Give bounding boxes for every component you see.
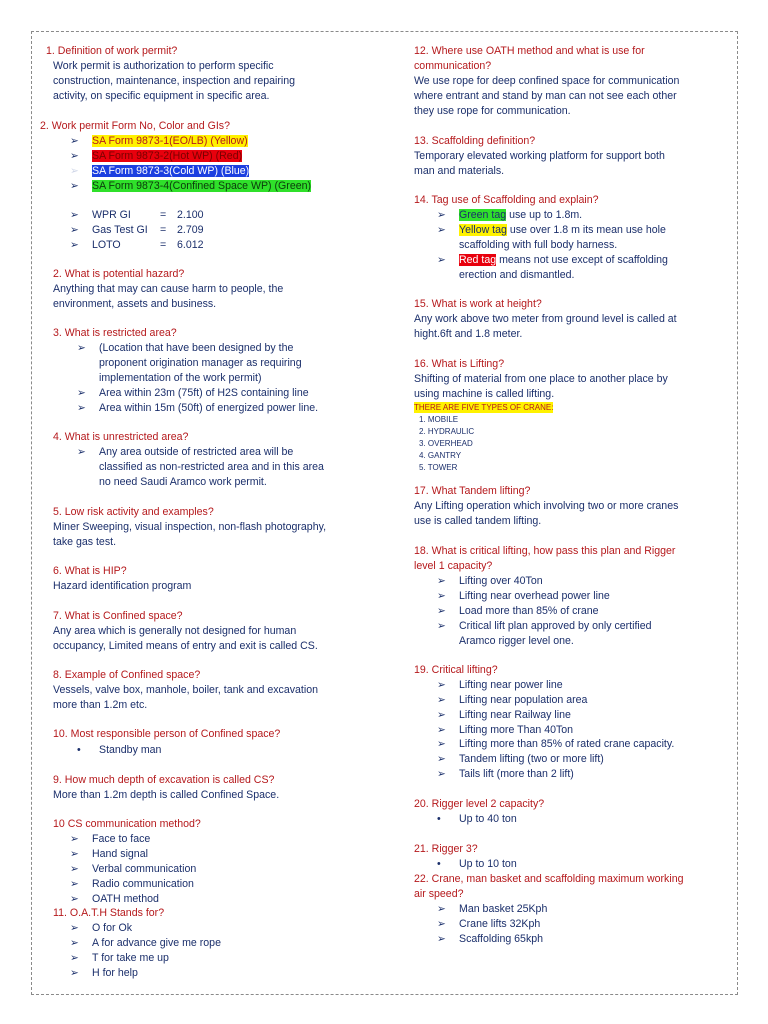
crane-type: 1. MOBILE <box>419 415 459 424</box>
form-yellow: SA Form 9873-1(EO/LB) (Yellow) <box>92 135 248 147</box>
arrow-icon: ➢ <box>437 254 446 266</box>
q20-title: 20. Rigger level 2 capacity? <box>414 798 545 810</box>
tag-desc: use up to 1.8m. <box>509 209 583 221</box>
q12-title-cont: communication? <box>414 60 492 72</box>
q2b-title: 2. What is potential hazard? <box>53 268 185 280</box>
q7-line: occupancy, Limited means of entry and exit is called CS. <box>53 640 318 652</box>
gi-equals: = <box>160 224 167 236</box>
arrow-icon: ➢ <box>437 709 446 721</box>
q4-bullet-cont: classified as non-restricted area and in this area <box>99 461 324 473</box>
q5-title: 5. Low risk activity and examples? <box>53 506 214 518</box>
q13-title: 13. Scaffolding definition? <box>414 135 536 147</box>
q12-line: they use rope for communication. <box>414 105 571 117</box>
q12-line: where entrant and stand by man can not see each other <box>414 90 677 102</box>
q19-bullet: Lifting near power line <box>459 679 563 691</box>
q8-line: more than 1.2m etc. <box>53 699 148 711</box>
q16-line: Shifting of material from one place to another place by <box>414 373 668 385</box>
q6-line: Hazard identification program <box>53 580 192 592</box>
arrow-icon: ➢ <box>70 209 79 221</box>
q10b-bullet: Radio communication <box>92 878 194 890</box>
q19-bullet: Tandem lifting (two or more lift) <box>459 753 604 765</box>
arrow-icon: ➢ <box>77 387 86 399</box>
q19-bullet: Lifting near Railway line <box>459 709 571 721</box>
q15-line: hight.6ft and 1.8 meter. <box>414 328 523 340</box>
arrow-icon: ➢ <box>70 150 79 162</box>
arrow-icon: ➢ <box>70 224 79 236</box>
q19-bullet: Lifting more Than 40Ton <box>459 724 574 736</box>
form-green: SA Form 9873-4(Confined Space WP) (Green) <box>92 180 312 192</box>
gi-equals: = <box>160 209 167 221</box>
q8-title: 8. Example of Confined space? <box>53 669 201 681</box>
tag-desc: use over 1.8 m its mean use hole <box>509 224 666 236</box>
q21-bullet: Up to 10 ton <box>459 858 517 870</box>
arrow-icon: ➢ <box>437 933 446 945</box>
arrow-icon: ➢ <box>70 165 79 177</box>
q1-line: Work permit is authorization to perform specific <box>53 60 274 72</box>
gi-name: Gas Test GI <box>92 224 148 236</box>
q19-title: 19. Critical lifting? <box>414 664 498 676</box>
q13-line: man and materials. <box>414 165 505 177</box>
bullet-dot-icon: • <box>437 813 441 825</box>
q3-bullet: Area within 15m (50ft) of energized power line. <box>99 402 319 414</box>
q18-title-cont: level 1 capacity? <box>414 560 493 572</box>
q11-bullet: T for take me up <box>92 952 169 964</box>
form-blue: SA Form 9873-3(Cold WP) (Blue) <box>92 165 250 177</box>
q21-title: 21. Rigger 3? <box>414 843 478 855</box>
arrow-icon: ➢ <box>77 402 86 414</box>
arrow-icon: ➢ <box>437 724 446 736</box>
q18-bullet-cont: Aramco rigger level one. <box>459 635 574 647</box>
q6-title: 6. What is HIP? <box>53 565 127 577</box>
q9-line: More than 1.2m depth is called Confined Space. <box>53 789 280 801</box>
green-tag: Green tag <box>459 209 507 221</box>
arrow-icon: ➢ <box>437 753 446 765</box>
q12-line: We use rope for deep confined space for communication <box>414 75 680 87</box>
q17-title: 17. What Tandem lifting? <box>414 485 531 497</box>
q11-bullet: A for advance give me rope <box>92 937 221 949</box>
arrow-icon: ➢ <box>77 342 86 354</box>
q18-bullet: Critical lift plan approved by only certified <box>459 620 652 632</box>
yellow-tag: Yellow tag <box>459 224 507 236</box>
q3-bullet-cont: proponent origination manager as requiring <box>99 357 302 369</box>
gi-value: 2.709 <box>177 224 204 236</box>
form-red: SA Form 9873-2(Hot WP) (Red) <box>92 150 243 162</box>
q22-title-cont: air speed? <box>414 888 464 900</box>
q4-bullet-cont: no need Saudi Aramco work permit. <box>99 476 267 488</box>
gi-value: 2.100 <box>177 209 204 221</box>
arrow-icon: ➢ <box>70 922 79 934</box>
q11-bullet: O for Ok <box>92 922 133 934</box>
crane-type: 5. TOWER <box>419 463 458 472</box>
q22-bullet: Man basket 25Kph <box>459 903 548 915</box>
arrow-icon: ➢ <box>70 967 79 979</box>
q3-title: 3. What is restricted area? <box>53 327 177 339</box>
q12-title: 12. Where use OATH method and what is use for <box>414 45 645 57</box>
q10b-bullet: OATH method <box>92 893 159 905</box>
q7-line: Any area which is generally not designed for human <box>53 625 297 637</box>
q19-bullet: Tails lift (more than 2 lift) <box>459 768 574 780</box>
arrow-icon: ➢ <box>437 918 446 930</box>
arrow-icon: ➢ <box>437 738 446 750</box>
tag-desc-cont: scaffolding with full body harness. <box>459 239 618 251</box>
q3-bullet: (Location that have been designed by the <box>99 342 294 354</box>
arrow-icon: ➢ <box>437 768 446 780</box>
arrow-icon: ➢ <box>70 863 79 875</box>
gi-value: 6.012 <box>177 239 204 251</box>
q10b-bullet: Hand signal <box>92 848 148 860</box>
q18-bullet: Load more than 85% of crane <box>459 605 599 617</box>
q2b-line: Anything that may can cause harm to people, the <box>53 283 284 295</box>
arrow-icon: ➢ <box>70 848 79 860</box>
arrow-icon: ➢ <box>70 833 79 845</box>
q17-line: Any Lifting operation which involving two or more cranes <box>414 500 679 512</box>
arrow-icon: ➢ <box>77 446 86 458</box>
q18-title: 18. What is critical lifting, how pass this plan and Rigger <box>414 545 676 557</box>
q15-line: Any work above two meter from ground level is called at <box>414 313 677 325</box>
q20-bullet: Up to 40 ton <box>459 813 517 825</box>
gi-name: WPR GI <box>92 209 131 221</box>
q1-line: construction, maintenance, inspection and repairing <box>53 75 296 87</box>
q17-line: use is called tandem lifting. <box>414 515 542 527</box>
crane-type: 2. HYDRAULIC <box>419 427 475 436</box>
arrow-icon: ➢ <box>437 224 446 236</box>
arrow-icon: ➢ <box>70 180 79 192</box>
arrow-icon: ➢ <box>437 575 446 587</box>
crane-types-header: THERE ARE FIVE TYPES OF CRANE: <box>414 403 554 412</box>
arrow-icon: ➢ <box>437 679 446 691</box>
q3-bullet-cont: implementation of the work permit) <box>99 372 262 384</box>
bullet-dot-icon: • <box>437 858 441 870</box>
gi-name: LOTO <box>92 239 121 251</box>
q16-title: 16. What is Lifting? <box>414 358 505 370</box>
q10-title: 10. Most responsible person of Confined space? <box>53 728 281 740</box>
q5-line: Miner Sweeping, visual inspection, non-flash photography, <box>53 521 327 533</box>
tag-desc-cont: erection and dismantled. <box>459 269 575 281</box>
q3-bullet: Area within 23m (75ft) of H2S containing line <box>99 387 309 399</box>
arrow-icon: ➢ <box>70 937 79 949</box>
red-tag: Red tag <box>459 254 497 266</box>
arrow-icon: ➢ <box>437 620 446 632</box>
q9-title: 9. How much depth of excavation is called CS? <box>53 774 275 786</box>
q10-bullet: Standby man <box>99 744 162 756</box>
q1-title: 1. Definition of work permit? <box>46 45 178 57</box>
q4-bullet: Any area outside of restricted area will be <box>99 446 294 458</box>
arrow-icon: ➢ <box>437 209 446 221</box>
q10b-title: 10 CS communication method? <box>53 818 201 830</box>
crane-type: 4. GANTRY <box>419 451 462 460</box>
q7-title: 7. What is Confined space? <box>53 610 183 622</box>
tag-desc: means not use except of scaffolding <box>499 254 668 266</box>
arrow-icon: ➢ <box>70 893 79 905</box>
gi-equals: = <box>160 239 167 251</box>
arrow-icon: ➢ <box>437 694 446 706</box>
q4-title: 4. What is unrestricted area? <box>53 431 189 443</box>
q2-title: 2. Work permit Form No, Color and GIs? <box>40 120 230 132</box>
arrow-icon: ➢ <box>437 590 446 602</box>
q13-line: Temporary elevated working platform for support both <box>414 150 665 162</box>
q18-bullet: Lifting over 40Ton <box>459 575 543 587</box>
q2b-line: environment, assets and business. <box>53 298 217 310</box>
q18-bullet: Lifting near overhead power line <box>459 590 610 602</box>
q5-line: take gas test. <box>53 536 117 548</box>
q10b-bullet: Verbal communication <box>92 863 197 875</box>
bullet-dot-icon: • <box>77 744 81 756</box>
q16-line: using machine is called lifting. <box>414 388 555 400</box>
q22-title: 22. Crane, man basket and scaffolding maximum working <box>414 873 684 885</box>
q22-bullet: Scaffolding 65kph <box>459 933 544 945</box>
q8-line: Vessels, valve box, manhole, boiler, tank and excavation <box>53 684 319 696</box>
q14-title: 14. Tag use of Scaffolding and explain? <box>414 194 599 206</box>
arrow-icon: ➢ <box>70 878 79 890</box>
q11-bullet: H for help <box>92 967 138 979</box>
arrow-icon: ➢ <box>70 135 79 147</box>
arrow-icon: ➢ <box>437 903 446 915</box>
q22-bullet: Crane lifts 32Kph <box>459 918 541 930</box>
arrow-icon: ➢ <box>70 239 79 251</box>
crane-type: 3. OVERHEAD <box>419 439 473 448</box>
q1-line: activity, on specific equipment in specific area. <box>53 90 270 102</box>
q19-bullet: Lifting near population area <box>459 694 588 706</box>
q10b-bullet: Face to face <box>92 833 151 845</box>
q19-bullet: Lifting more than 85% of rated crane capacity. <box>459 738 675 750</box>
q15-title: 15. What is work at height? <box>414 298 542 310</box>
q11-title: 11. O.A.T.H Stands for? <box>53 907 165 919</box>
arrow-icon: ➢ <box>437 605 446 617</box>
arrow-icon: ➢ <box>70 952 79 964</box>
